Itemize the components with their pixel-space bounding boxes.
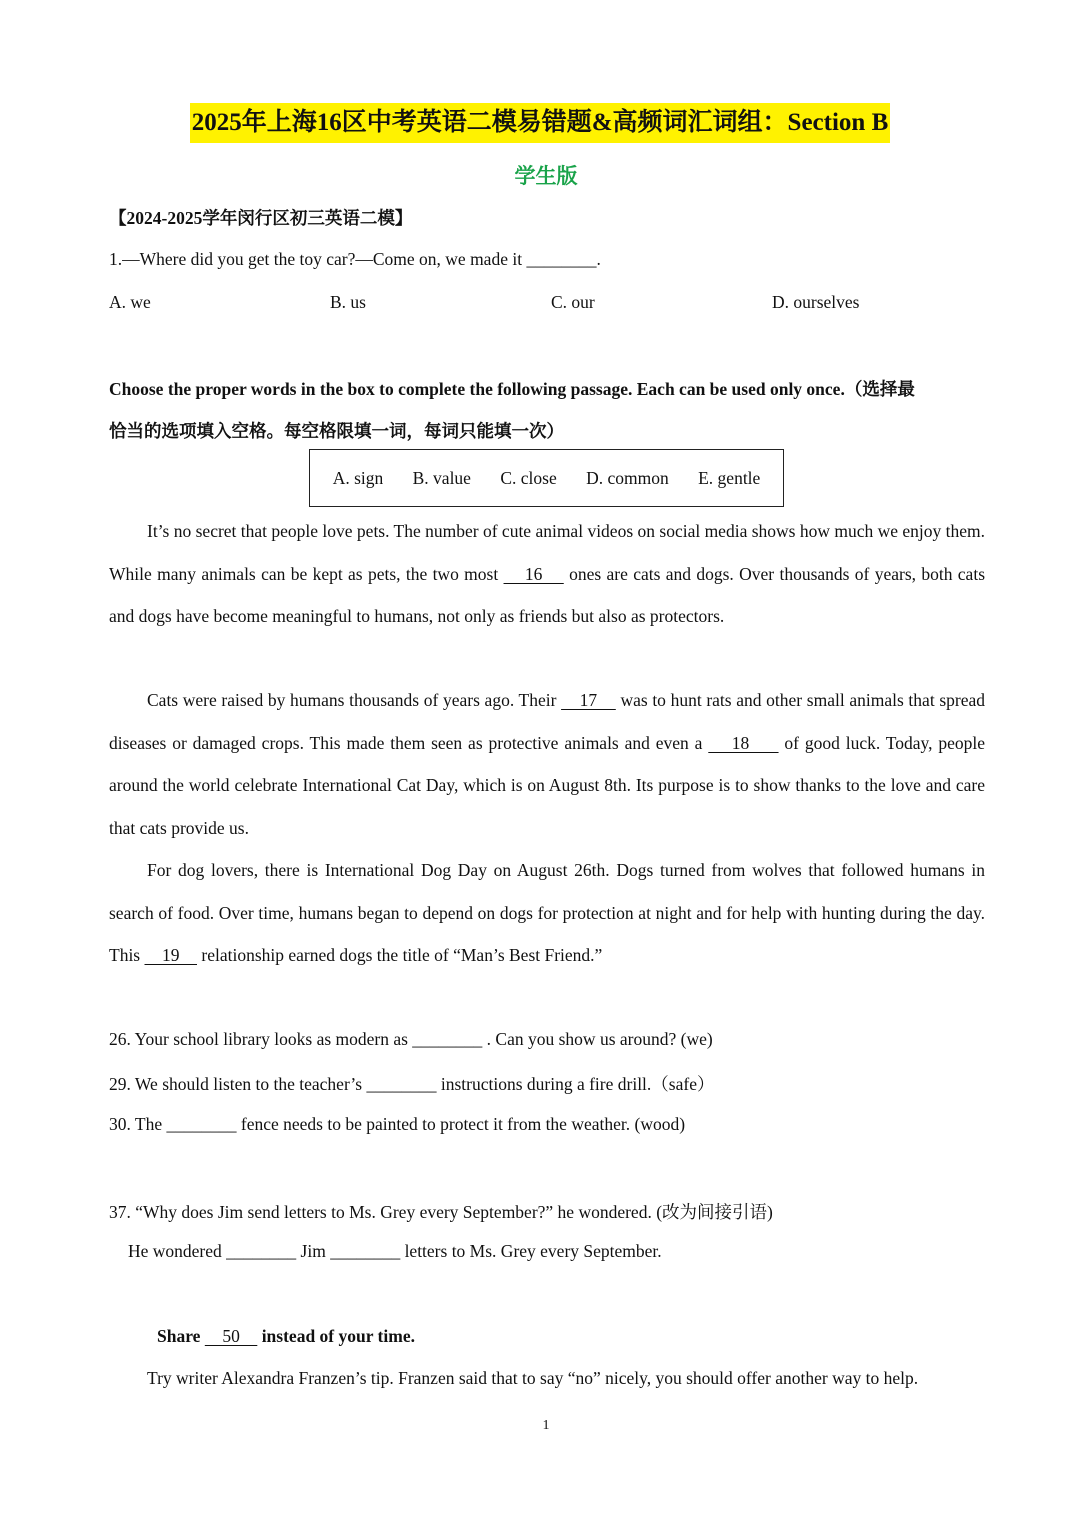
passage-text: of good luck. Today, people around the world celebrate International Cat Day, which is on August 8th. Its purpose is to show thanks to the love and care that cats provide us. xyxy=(109,732,985,838)
question-26: 26. Your school library looks as modern as ________ . Can you show us around? (we) xyxy=(109,1029,713,1049)
word-box-item: A. sign xyxy=(332,467,384,488)
page-title: 2025年上海16区中考英语二模易错题&高频词汇词组：Section B xyxy=(190,103,891,143)
passage-text: It’s no secret that people love pets. The number of cute animal videos on social media shows how much we enjoy them. While many animals can be kept as pets, the two most xyxy=(109,521,986,584)
word-box-item: B. value xyxy=(412,467,471,488)
blank-16[interactable]: 16 xyxy=(503,563,564,584)
blank-18[interactable]: 18 xyxy=(708,732,779,753)
question-37-answer-line: He wondered ________ Jim ________ letters to Ms. Grey every September. xyxy=(128,1241,662,1261)
question-37-stem: 37. “Why does Jim send letters to Ms. Grey every September?” he wondered. (改为间接引语) xyxy=(109,1202,773,1222)
title-container xyxy=(0,103,1080,143)
blank-17[interactable]: 17 xyxy=(561,690,616,710)
instruction-line-1: Choose the proper words in the box to complete the following passage. Each can be used only once.（选择最 xyxy=(109,379,915,399)
passage-paragraph-2 xyxy=(109,679,985,849)
passage-text: ones are cats and dogs. Over thousands of years, both cats and dogs have become meaningful to humans, not only as friends but also as protectors. xyxy=(109,563,986,626)
section-header: 【2024-2025学年闵行区初三英语二模】 xyxy=(109,208,413,228)
page-subtitle: 学生版 xyxy=(514,164,578,188)
question-1-option-d: D. ourselves xyxy=(772,292,860,312)
instruction-line-2: 恰当的选项填入空格。每空格限填一词，每词只能填一次） xyxy=(109,421,564,441)
passage-text: was to hunt rats and other small animals that spread diseases or damaged crops. This made them seen as protective animals and even a xyxy=(109,690,985,753)
question-1-option-b: B. us xyxy=(330,292,366,312)
passage-text: For dog lovers, there is International Dog Day on August 26th. Dogs turned from wolves that followed humans in search of food. Over time, humans began to depend on dogs for protection at night and for help with hunting during the day. This xyxy=(109,860,985,965)
blank-50[interactable]: 50 xyxy=(204,1326,258,1346)
question-29: 29. We should listen to the teacher’s ________ instructions during a fire drill.（safe） xyxy=(109,1074,715,1094)
word-box-item: D. common xyxy=(586,467,669,488)
question-30: 30. The ________ fence needs to be painted to protect it from the weather. (wood) xyxy=(109,1114,686,1134)
passage-text: relationship earned dogs the title of “Man’s Best Friend.” xyxy=(197,945,603,965)
blank-19[interactable]: 19 xyxy=(144,945,197,965)
share-heading xyxy=(157,1326,415,1347)
share-text: Share xyxy=(157,1326,205,1346)
passage-text: Cats were raised by humans thousands of years ago. Their xyxy=(147,690,562,710)
page-number: 1 xyxy=(542,1418,550,1433)
tip-paragraph: Try writer Alexandra Franzen’s tip. Franzen said that to say “no” nicely, you should offer another way to help. xyxy=(147,1368,919,1388)
question-1-option-c: C. our xyxy=(551,292,595,312)
word-box xyxy=(309,449,784,507)
passage-paragraph-3 xyxy=(109,849,985,977)
question-1-stem: 1.—Where did you get the toy car?—Come on, we made it ________. xyxy=(109,249,601,269)
share-text: instead of your time. xyxy=(257,1326,415,1346)
word-box-item: C. close xyxy=(500,467,557,488)
passage-paragraph-1 xyxy=(109,510,985,638)
word-box-item: E. gentle xyxy=(698,467,761,488)
question-1-option-a: A. we xyxy=(109,292,151,312)
